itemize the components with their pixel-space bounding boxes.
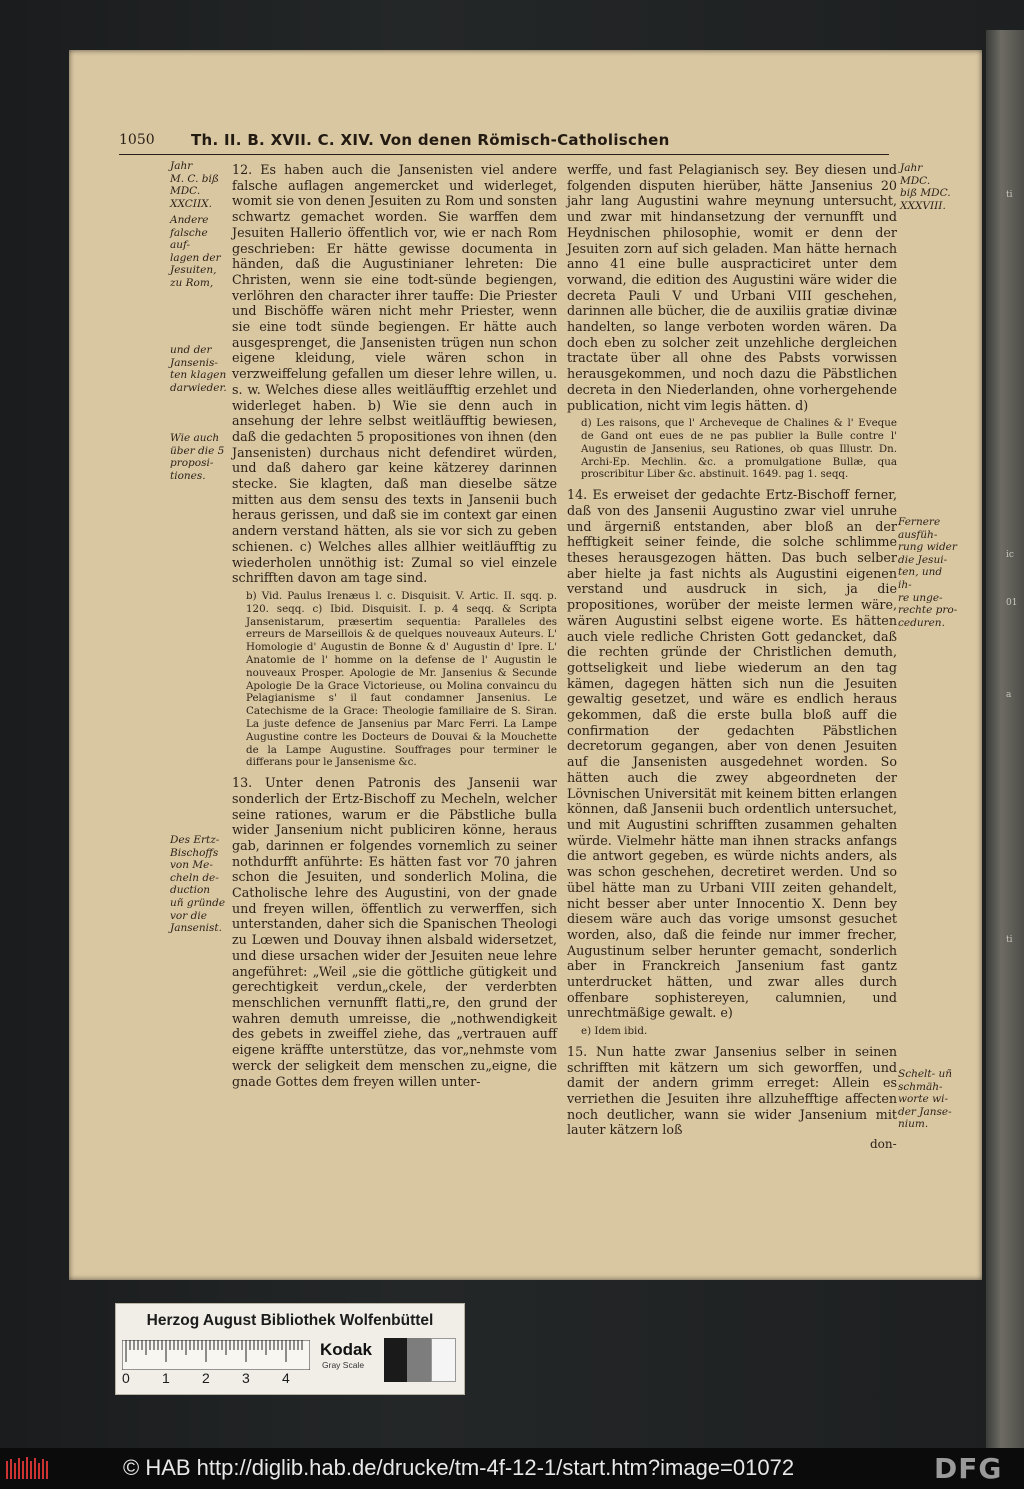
footnote-e: e) Idem ibid. <box>581 1025 648 1038</box>
kodak-logo: Kodak <box>320 1340 372 1359</box>
hab-logo-icon <box>4 1455 52 1483</box>
footnote-d: d) Les raisons, que l' Archeveque de Chalines & l' Eveque de Gand ont eues de ne pas publier la Bulle contre l' Augustin de Jansenius, seu Rationes, ob quas Illustr. Dn. Archi-Ep. Mechlin. &c. a promulgatione Bullæ, qua proscribitur Liber &c. abstinuit. 1649. pag 1. seqq. <box>581 417 897 481</box>
margin-note-further: Fernere ausfüh- rung wider die Jesui- ten, und ih- re unge- rechte pro- ceduren. <box>898 516 958 629</box>
gray-patches <box>384 1338 456 1382</box>
edge-text: ic <box>1006 550 1014 560</box>
patch-gray <box>407 1338 430 1382</box>
copyright-url[interactable]: © HAB http://diglib.hab.de/drucke/tm-4f-12-1/start.htm?image=01072 <box>123 1455 795 1480</box>
margin-note-archbishop: Des Ertz- Bischoffs von Me- cheln de- duction uñ gründe vor die Jansenist. <box>170 834 226 935</box>
ruler-number: 2 <box>202 1370 210 1386</box>
running-head: Th. II. B. XVII. C. XIV. Von denen Römisch-Catholischen <box>191 131 670 149</box>
edge-text: a <box>1006 690 1012 700</box>
margin-note-propositions: Wie auch über die 5 proposi- tiones. <box>170 432 225 482</box>
ruler-number: 4 <box>282 1370 290 1386</box>
ruler-number: 1 <box>162 1370 170 1386</box>
paragraph-13-cont: werffe, und fast Pelagianisch sey. Bey diesen und folgenden disputen hierüber, hätte Jansenius 20 jahr lang Augustini wahre meynung untersucht, und zwar mit hindansetzung der vernunfft und Heydnischen philosophie, womit er denn der Jesuiten zorn auf sich geladen. Man hätte hernach anno 41 eine bulle auspracticiret unter dem vorwand, die edition des Augustini wäre wider die decreta Pauli V und Urbani VIII geschehen, darinnen alle bücher, die de auxiliis gratiæ divinæ handelten, so lange verboten worden wären. Da doch eben zu solcher zeit unzehliche dergleichen tractate über all ohne des Pabsts vorwissen herausgekommen, und noch dazu die Päbstlichen decreta in den Niederlanden, ohne vorhergehende publication, nicht vim legis hätten. d) <box>567 162 897 413</box>
margin-note-false-charges: Andere falsche auf- lagen der Jesuiten, zu Rom, <box>170 214 221 289</box>
margin-note-insults: Schelt- uñ schmäh- worte wi- der Janse- nium. <box>898 1068 953 1131</box>
margin-note-complaints: und der Jansenis- ten klagen darwieder. <box>170 344 227 394</box>
margin-note-year: Jahr M. C. biß MDC. XXCIIX. <box>170 160 219 210</box>
ruler-scale <box>122 1340 310 1370</box>
ruler-numbers <box>122 1370 322 1388</box>
text-column-right <box>567 162 897 1140</box>
catchword: don- <box>870 1137 897 1151</box>
paragraph-15: 15. Nun hatte zwar Jansenius selber in seinen schrifften mit kätzern um sich geworffen, und damit der andern grimm erreget: Allein es verriethen die Jesuiten ihre allzuhefftige affecten noch deutlicher, wann sie wider Jansenium mit lauter kätzern loß <box>567 1043 897 1138</box>
ruler-number: 3 <box>242 1370 250 1386</box>
margin-note-year-right: Jahr MDC. biß MDC. XXXVIII. <box>900 162 951 212</box>
dfg-logo: DFG <box>934 1452 1003 1485</box>
library-name: Herzog August Bibliothek Wolfenbüttel <box>146 1312 434 1329</box>
edge-text: ti <box>1006 190 1013 200</box>
footnote-b-c: b) Vid. Paulus Irenæus l. c. Disquisit. V. Artic. II. sqq. p. 120. seqq. c) Ibid. Disquisit. I. p. 4 seqq. & Scripta Jansenistarum, præsertim sequentia: Paralleles des erreurs de Marseillois & de quelques nouveaux Auteurs. L' Homologie d' Augustin de Bonne & d' Augustin d' Ipre. L' Anatomie de l' homme on la defense de l' Augustin le nouveaux Prosper. Apologie de Mr. Jansenius & Secunde Apologie De la Grace Victorieuse, ou Molina convaincu du Pelagianisme s' il faut condamner Jansenius. Le Catechisme de la Grace: Theologie familiaire de S. Siran. La juste defence de Jansenius par Marc Ferri. La Lampe Augustine contre les Docteurs de Douvai & la Mouchette de la Lampe Augustine. Souffrages pour terminer le differans pour le Jansenisme &c. <box>246 589 557 769</box>
text-column-left <box>232 162 557 1091</box>
patch-black <box>384 1338 407 1382</box>
page-number: 1050 <box>119 132 155 148</box>
page-header <box>119 132 889 155</box>
patch-white <box>431 1338 456 1382</box>
paragraph-14: 14. Es erweiset der gedachte Ertz-Bischoff ferner, daß von des Jansenii Augustino zwar viel unruhe und ärgerniß entstanden, aber bloß an der hefftigkeit seiner feinde, die solche schlimme theses herausgezogen hätten. Das buch selber aber hielte ja fast nichts als Augustini eigenen verstand und ausdruck in sich, ja die propositiones, worüber der meiste lermen wäre, wären Augustini selbst eigene worte. Es hätten auch viele redliche Christen Gott gedancket, daß die rechten gründe der Christlichen demuth, gottseligkeit und liebe wiederum an den tag kämen, dagegen hätten sich nun die Jesuiten gewaltig gesetzet, und wäre es endlich heraus gekommen, daß die erste bulla bloß auff die confirmation der gedachten Päbstlichen decretorum gegangen, aber von denen Jesuiten auf die Jansenisten ausgedehnet worden. So hätten auch die zwey abgeordneten der Lövnischen Universität mit keinem bitten erlangen können, daß Jansenii buch ordentlich untersuchet, und mit Augustini schrifften zusammen gehalten würde. Vielmehr hätte man ihnen stracks anfangs die antwort gegeben, es würde nichts anders, als was schon geschehen, decretiret werden. Und so übel hätte man zu Urbani VIII zeiten gehandelt, nicht besser aber unter Innocentio X. Denn bey diesem wäre auch das vorige umsonst gesuchet worden, also, daß die feinde nur immer frecher, Augustinum selber herunter gemacht, sonderlich aber in Franckreich Jansenium fast gantz unterdrucket hätten, und zwar alles durch offenbare sophistereyen, calumnien, und unrechtmäßige gewalt. e) <box>567 487 897 1021</box>
color-target-card <box>115 1303 465 1395</box>
paragraph-13: 13. Unter denen Patronis des Jansenii war sonderlich der Ertz-Bischoff zu Mecheln, welcher seine rationes, warum er die Päbstliche bulla wider Jansenium nicht publiciren könne, heraus gab, darinnen er folgendes vornemlich zu seiner nothdurfft anführte: Es hätten fast vor 70 jahren schon die Jesuiten, und sonderlich Molina, die Catholische lehre des Augustini, von der gnade und freyen willen, öffentlich zu verwerffen, sich unterstanden, daher sich die Spanischen Theologi zu Lœwen und Douvay ihnen alsbald widersetzet, und diese ursachen wider der Jesuiten neue lehre angeführet: „Weil „sie die göttliche gütigkeit und gerechtigkeit verdun„ckele, der verderbten menschlichen vernunfft flatti„re, den grund der wahren demuth umreisse, die „nothwendigkeit des gebets in zweiffel ziehe, das „vertrauen auff eigene kräffte unterstütze, das vor„nehmste vom werck der seligkeit dem menschen zu„eigne, die gnade Gottes dem freyen willen unter- <box>232 775 557 1089</box>
adjacent-page-edge <box>986 30 1024 1448</box>
ruler-number: 0 <box>122 1370 130 1386</box>
edge-text: 01 <box>1006 598 1018 608</box>
gray-scale-label: Gray Scale <box>322 1360 365 1370</box>
edge-text: ti <box>1006 935 1013 945</box>
paragraph-12: 12. Es haben auch die Jansenisten viel andere falsche auflagen angemercket und widerleget, womit sie von denen Jesuiten zu Rom und sonsten schwartz gemachet worden. Sie warffen dem Jesuiten Hallerio öffentlich vor, wie er nach Rom geschrieben: Er hätte gewisse documenta in händen, daß die Augustinianer lehreten: Die Christen, wenn sie eine todt-sünde begiengen, verlöhren den character ihrer tauffe: Die Priester und Bischöffe wären nicht mehr Priester, wenn sie eine todt sünde begiengen. Er hätte auch ausgesprenget, die Jansenisten trügen nun schon eigene kleidung, viele wären schon in verzweiffelung gefallen um dieser lehre willen, u. s. w. Welches diese alles weitläufftig erzehlet und widerleget haben. b) Wie sie denn auch in ansehung der lehre selbst weitläufftig bewiesen, daß die gedachten 5 propositiones von ihnen (den Jansenisten) durchaus nicht defendiret würden, und daß dahero gar keine kätzerey darinnen stecke. Sie klagten, daß man dieselbe sätze mitten aus dem sensu des texts in Jansenii buch heraus gerissen, und daß sie im context gar einen andern verstand hätten, als sie vor sich zu geben schienen. c) Welches alles allhier weitläufftig zu wiederholen unnöthig ist: Zumal so viel einzele schrifften davon am tage sind. <box>232 162 557 586</box>
footer-bar <box>0 1448 1024 1489</box>
